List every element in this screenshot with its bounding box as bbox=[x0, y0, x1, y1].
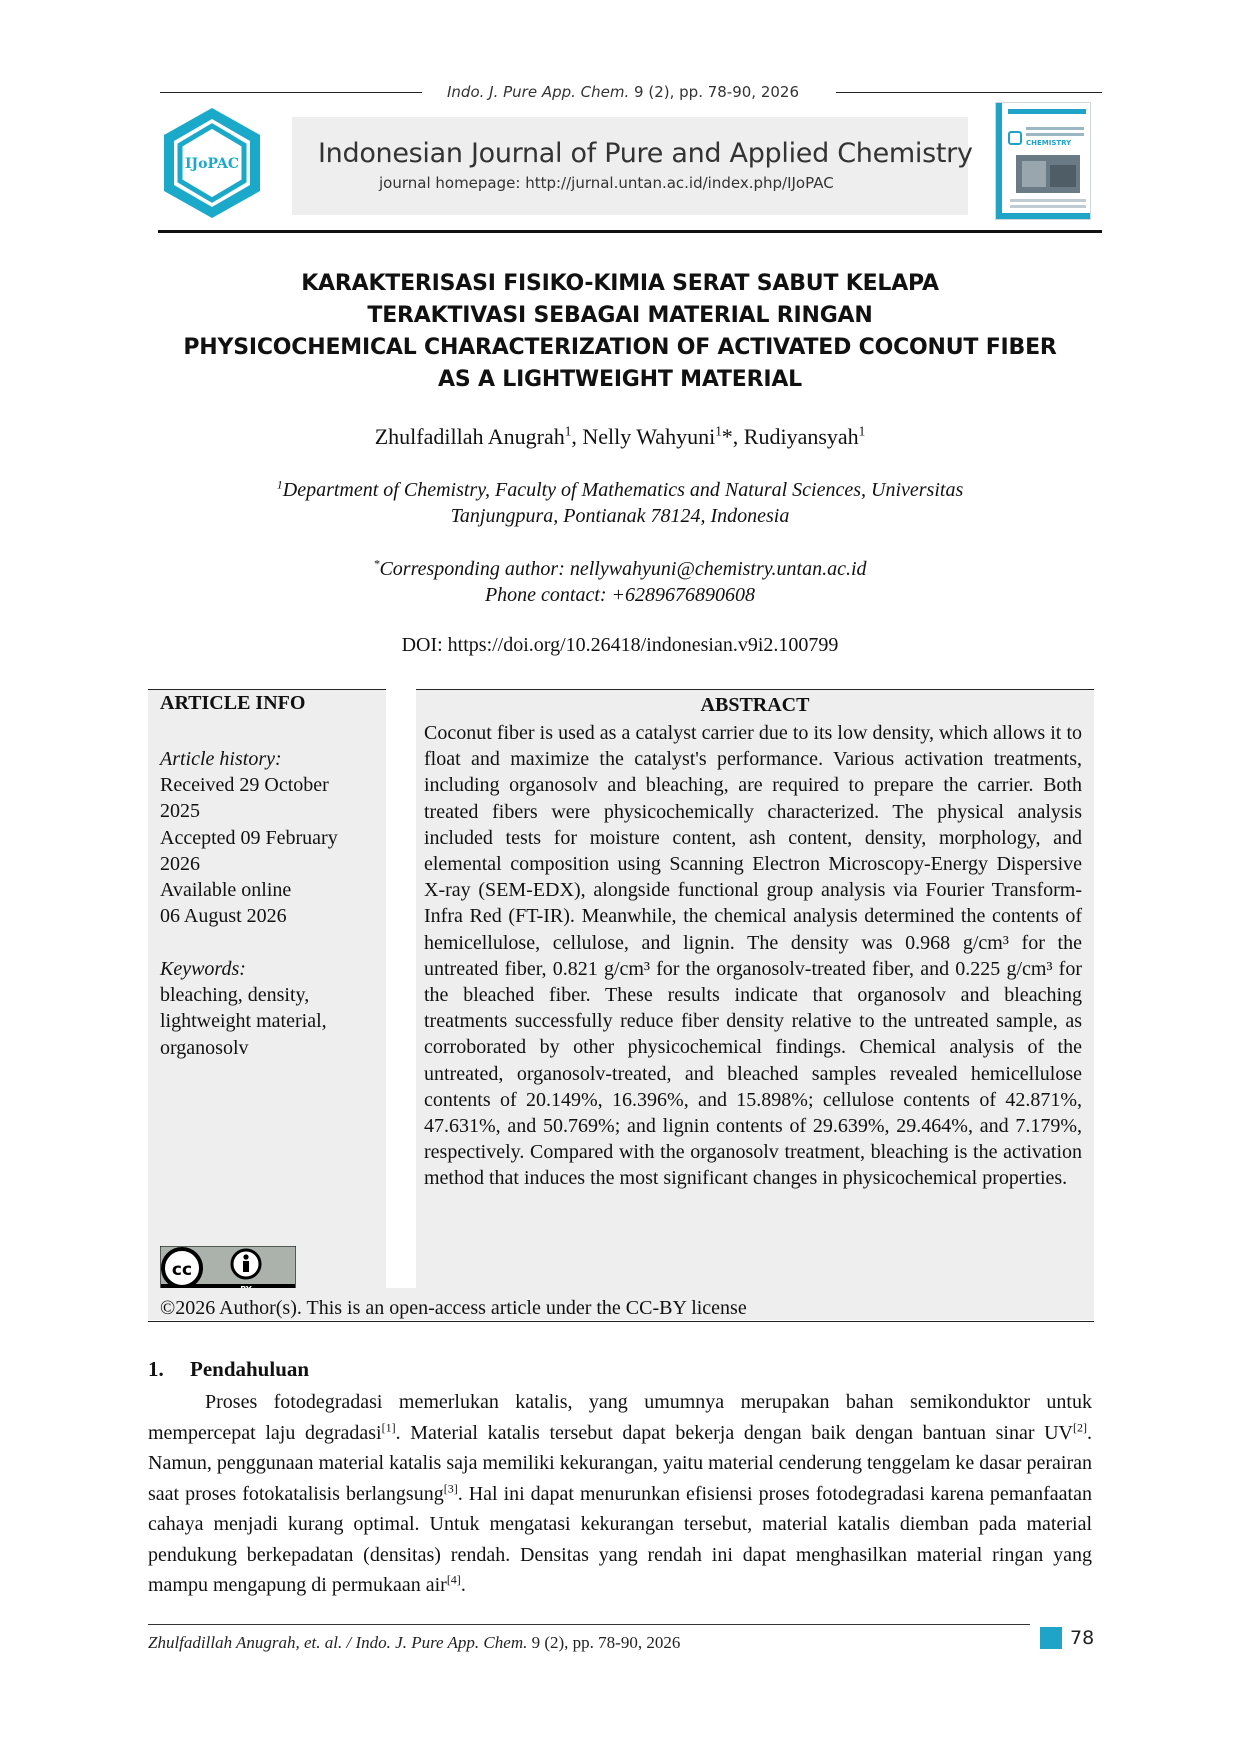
header-citation: Indo. J. Pure App. Chem. 9 (2), pp. 78-90, 2026 bbox=[447, 83, 800, 101]
author-list: Zhulfadillah Anugrah$^1$, Nelly Wahyuni$^1$*, Rudiyansyah$^1$ bbox=[374, 423, 866, 449]
title-indonesian: KARAKTERISASI FISIKO-KIMIA SERAT SABUT KELAPA TERAKTIVASI SEBAGAI MATERIAL RINGAN bbox=[301, 271, 939, 328]
abstract-heading: ABSTRACT bbox=[700, 694, 810, 716]
doi-link[interactable]: DOI: https://doi.org/10.26418/indonesian.v9i2.100799 bbox=[401, 634, 839, 656]
title-english: PHYSICOCHEMICAL CHARACTERIZATION OF ACTIVATED COCONUT FIBER AS A LIGHTWEIGHT MATERIAL bbox=[183, 335, 1057, 392]
cover-title: CHEMISTRY bbox=[1026, 139, 1072, 147]
header-divider bbox=[158, 230, 1102, 233]
corresponding-author: *Corresponding author: nellywahyuni@chemistry.untan.ac.id Phone contact: +6289676890608 bbox=[373, 556, 867, 606]
article-history: Article history: Received 29 October 2025 Accepted 09 February 2026 Available online 06 August 2026 bbox=[160, 748, 338, 928]
affiliation: $^1$Department of Chemistry, Faculty of Mathematics and Natural Sciences, Universitas Tanjungpura, Pontianak 78124, Indonesia bbox=[276, 477, 964, 527]
journal-homepage[interactable]: journal homepage: http://jurnal.untan.ac.id/index.php/IJoPAC bbox=[379, 174, 834, 192]
header-rule-right bbox=[836, 92, 1102, 93]
logo-text: IJoPAC bbox=[184, 156, 240, 172]
footer-citation: Zhulfadillah Anugrah, et. al. / Indo. J. Pure App. Chem. 9 (2), pp. 78-90, 2026 bbox=[148, 1633, 681, 1652]
journal-logo bbox=[158, 104, 266, 222]
cc-by-badge[interactable] bbox=[160, 1246, 296, 1294]
article-info-heading: ARTICLE INFO bbox=[160, 692, 306, 714]
page-number: 78 bbox=[1070, 1627, 1095, 1649]
page-number-marker bbox=[1040, 1627, 1062, 1649]
svg-text:cc: cc bbox=[171, 1260, 193, 1280]
journal-name: Indonesian Journal of Pure and Applied Chemistry bbox=[318, 138, 973, 169]
license-text: ©2026 Author(s). This is an open-access article under the CC-BY license bbox=[160, 1297, 747, 1319]
footer-rule bbox=[148, 1624, 1030, 1625]
journal-cover-thumbnail bbox=[995, 102, 1091, 220]
introduction-paragraph: Proses fotodegradasi memerlukan katalis, yang umumnya merupakan bahan semikonduktor untuk mempercepat laju degradasi[1]. Material katalis tersebut dapat bekerja dengan baik dengan bantuan sinar UV[2]. Namun, penggunaan material katalis saja memiliki kekurangan, yaitu material cenderung tenggelam ke dasar perairan saat proses fotokatalisis berlangsung[3]. Hal ini dapat menurunkan efisiensi proses fotodegradasi karena pemanfaatan cahaya menjadi kurang optimal. Untuk mengatasi kekurangan tersebut, material katalis diemban pada material pendukung berkepadatan (densitas) rendah. Densitas yang rendah ini dapat menghasilkan material ringan yang mampu mengapung di permukaan air[4]. bbox=[148, 1391, 1092, 1596]
abstract-text: Coconut fiber is used as a catalyst carrier due to its low density, which allows it to float and maximize the catalyst's performance. Various activation treatments, including organosolv and bleaching, are required to prepare the carrier. Both treated fibers were physicochemically characterized. The physical analysis included tests for moisture content, ash content, density, morphology, and elemental composition using Scanning Electron Microscopy-Energy Dispersive X-ray (SEM-EDX), alongside functional group analysis via Fourier Transform-Infra Red (FT-IR). Meanwhile, the chemical analysis determined the contents of hemicellulose, cellulose, and lignin. The density was 0.968 g/cm³ for the untreated fiber, 0.821 g/cm³ for the organosolv-treated fiber, and 0.225 g/cm³ for the bleached fiber. These results indicate that organosolv and bleaching treatments successfully reduce fiber density relative to the untreated sample, as corroborated by other physicochemical findings. Chemical analysis of the untreated, organosolv-treated, and bleached samples revealed hemicellulose contents of 20.149%, 16.396%, and 15.898%; cellulose contents of 42.871%, 47.631%, and 50.769%; and lignin contents of 29.639%, 29.464%, and 7.179%, respectively. Compared with the organosolv treatment, bleaching is the activation method that induces the most significant changes in physicochemical properties. bbox=[424, 722, 1082, 1190]
section-title-introduction: 1. Pendahuluan bbox=[148, 1357, 310, 1381]
keywords: Keywords: bleaching, density, lightweight material, organosolv bbox=[160, 958, 327, 1059]
header-rule-left bbox=[160, 92, 422, 93]
license-bottom-rule bbox=[148, 1321, 1094, 1322]
